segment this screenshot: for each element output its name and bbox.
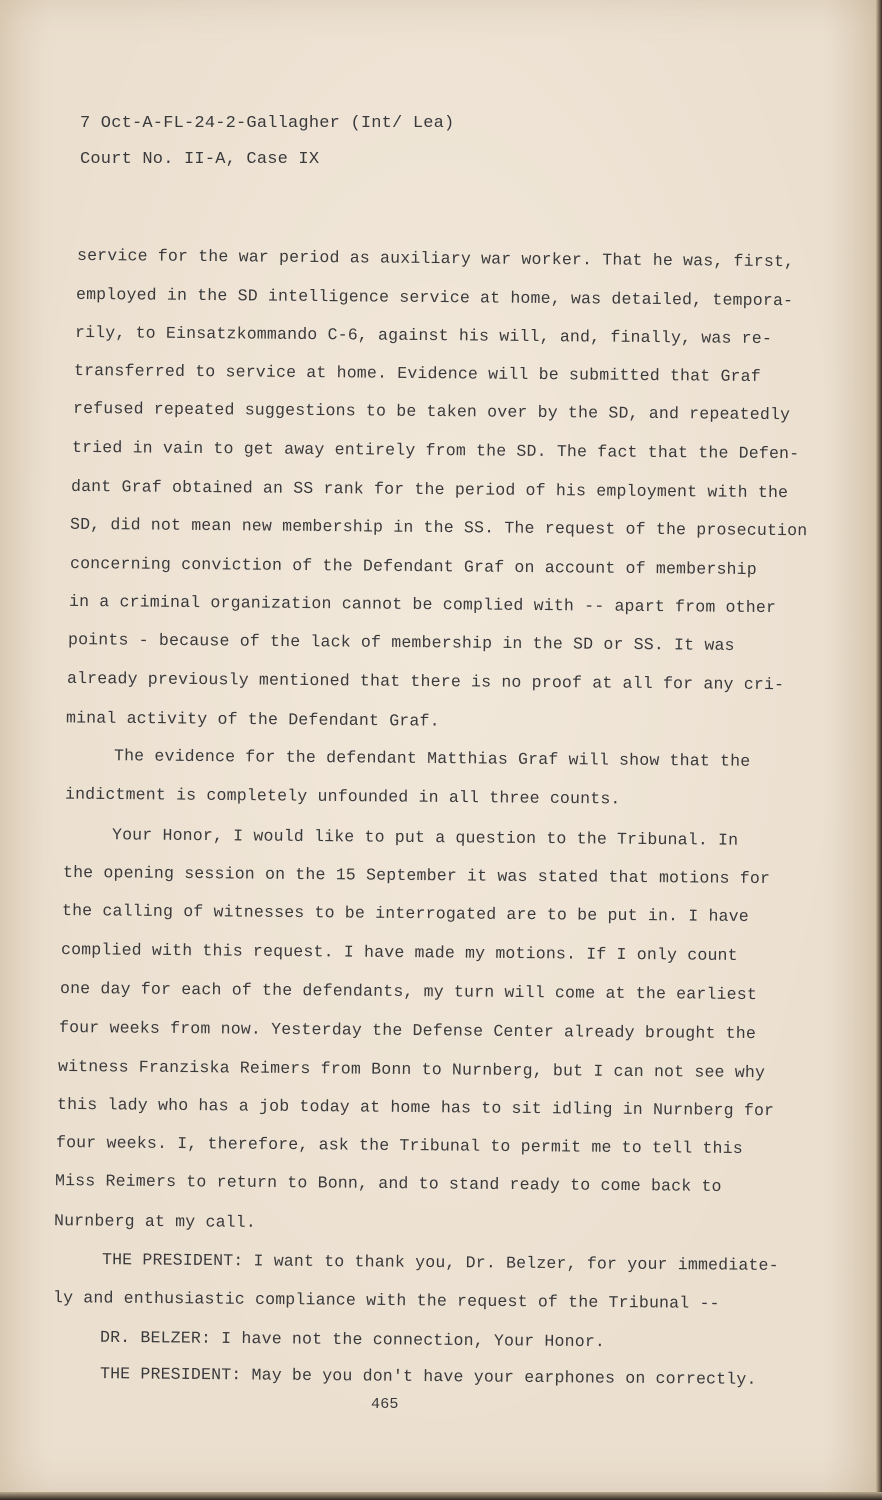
text-line: the calling of witnesses to be interrogated are to be put in. I have [61,901,749,926]
text-line: the opening session on the 15 September it was stated that motions for [62,862,771,889]
text-line: Nurnberg at my call. [53,1211,257,1232]
text-line: indictment is completely unfounded in all three counts. [64,784,621,809]
text-line: service for the war period as auxiliary war worker. That he was, first, [76,245,795,272]
text-line: rily, to Einsatzkommando C-6, against his will, and, finally, was re- [74,322,773,349]
text-line: this lady who has a job today at home has to sit idling in Nurnberg for [56,1094,775,1121]
page-edge-bottom [0,1492,882,1500]
speaker-line: THE PRESIDENT: May be you don't have your earphones on correctly. [99,1364,757,1389]
text-line: Miss Reimers to return to Bonn, and to stand ready to come back to [54,1171,722,1196]
text-line: in a criminal organization cannot be complied with -- apart from other [68,591,777,618]
text-line: The evidence for the defendant Matthias Graf will show that the [113,746,751,771]
text-line: minal activity of the Defendant Graf. [65,708,440,731]
text-line: refused repeated suggestions to be taken over by the SD, and repeatedly [72,398,791,425]
text-line: already previously mentioned that there is no proof at all for any cri- [66,668,785,695]
text-line: employed in the SD intelligence service at home, was detailed, tempora- [75,284,794,311]
text-line: dant Graf obtained an SS rank for the period of his employment with the [70,476,789,503]
text-line: one day for each of the defendants, my turn will come at the earliest [59,978,758,1005]
speaker-line: THE PRESIDENT: I want to thank you, Dr. Belzer, for your immediate- [101,1250,779,1275]
text-line: four weeks. I, therefore, ask the Tribunal to permit me to tell this [55,1133,743,1158]
text-line: transferred to service at home. Evidence will be submitted that Graf [73,361,761,386]
page-number: 465 [371,1396,399,1413]
speaker-line: DR. BELZER: I have not the connection, Your Honor. [99,1327,606,1352]
text-line: tried in vain to get away entirely from the SD. The fact that the Defen- [71,437,800,464]
text-line: witness Franziska Reimers from Bonn to Nurnberg, but I can not see why [57,1056,766,1083]
text-line: four weeks from now. Yesterday the Defense Center already brought the [58,1017,757,1044]
text-line: ly and enthusiastic compliance with the request of the Tribunal -- [52,1288,720,1313]
text-line: concerning conviction of the Defendant Graf on account of membership [69,554,757,579]
header-court-number: Court No. II-A, Case IX [80,150,320,169]
text-line: SD, did not mean new membership in the SS. The request of the prosecution [69,514,808,541]
text-line: Your Honor, I would like to put a question to the Tribunal. In [111,825,739,850]
page-edge-right [876,0,882,1500]
text-line: points - because of the lack of membership in the SD or SS. It was [67,630,735,655]
text-line: complied with this request. I have made my motions. If I only count [60,940,738,965]
header-case-reference: 7 Oct-A-FL-24-2-Gallagher (Int/ Lea) [80,114,455,133]
